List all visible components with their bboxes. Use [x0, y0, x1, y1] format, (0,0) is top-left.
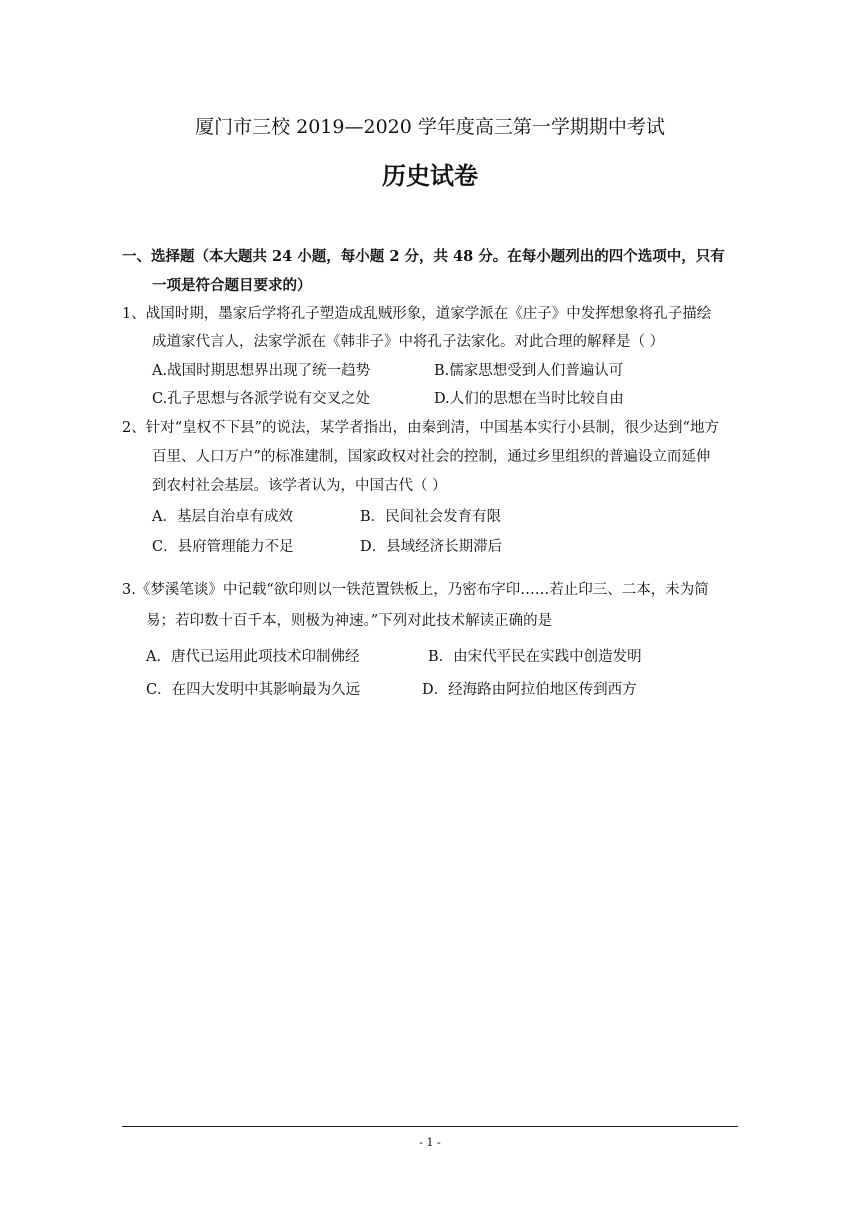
question-3-option-c: C．在四大发明中其影响最为久远: [146, 682, 361, 698]
question-3-stem-line-2: 易；若印数十百千本，则极为神速。”下列对此技术解读正确的是: [146, 613, 553, 629]
exam-subtitle: 历史试卷: [382, 162, 478, 190]
question-3-option-d: D．经海路由阿拉伯地区传到西方: [422, 682, 637, 698]
section-heading-line-2: 一项是符合题目要求的）: [152, 277, 312, 294]
question-2-stem-line-3: 到农村社会基层。该学者认为，中国古代（ ）: [152, 478, 447, 494]
question-1-stem-line-2: 成道家代言人，法家学派在《韩非子》中将孔子法家化。对此合理的解释是（ ）: [152, 334, 665, 350]
section-heading-line-1: 一、选择题（本大题共 24 小题，每小题 2 分，共 48 分。在每小题列出的四个选项中，只有: [122, 248, 725, 265]
footer-divider: [122, 1126, 738, 1127]
question-3-stem-line-1: 3.《梦溪笔谈》中记载“欲印则以一铁范置铁板上，乃密布字印……若止印三、二本，未为简: [122, 582, 709, 598]
page-number: - 1 -: [419, 1136, 441, 1149]
question-2-option-d: D．县域经济长期滞后: [360, 539, 503, 555]
question-1-option-c: C.孔子思想与各派学说有交叉之处: [152, 391, 371, 407]
question-3-option-b: B．由宋代平民在实践中创造发明: [428, 649, 642, 665]
question-2-option-b: B．民间社会发育有限: [360, 509, 502, 525]
question-1-option-d: D.人们的思想在当时比较自由: [434, 391, 624, 407]
question-2-option-a: A．基层自治卓有成效: [152, 509, 293, 525]
exam-title: 厦门市三校 2019—2020 学年度高三第一学期期中考试: [195, 116, 665, 138]
question-2-stem-line-2: 百里、人口万户”的标准建制，国家政权对社会的控制，通过乡里组织的普遍设立而延伸: [152, 449, 711, 465]
question-1-option-a: A.战国时期思想界出现了统一趋势: [152, 363, 371, 379]
question-2-option-c: C．县府管理能力不足: [152, 539, 294, 555]
question-3-option-a: A．唐代已运用此项技术印制佛经: [146, 649, 360, 665]
question-2-stem-line-1: 2、针对“皇权不下县”的说法，某学者指出，由秦到清，中国基本实行小县制，很少达到“地方: [122, 420, 719, 436]
question-1-stem-line-1: 1、战国时期，墨家后学将孔子塑造成乱贼形象，道家学派在《庄子》中发挥想象将孔子描绘: [122, 306, 712, 322]
question-1-option-b: B.儒家思想受到人们普遍认可: [434, 363, 624, 379]
